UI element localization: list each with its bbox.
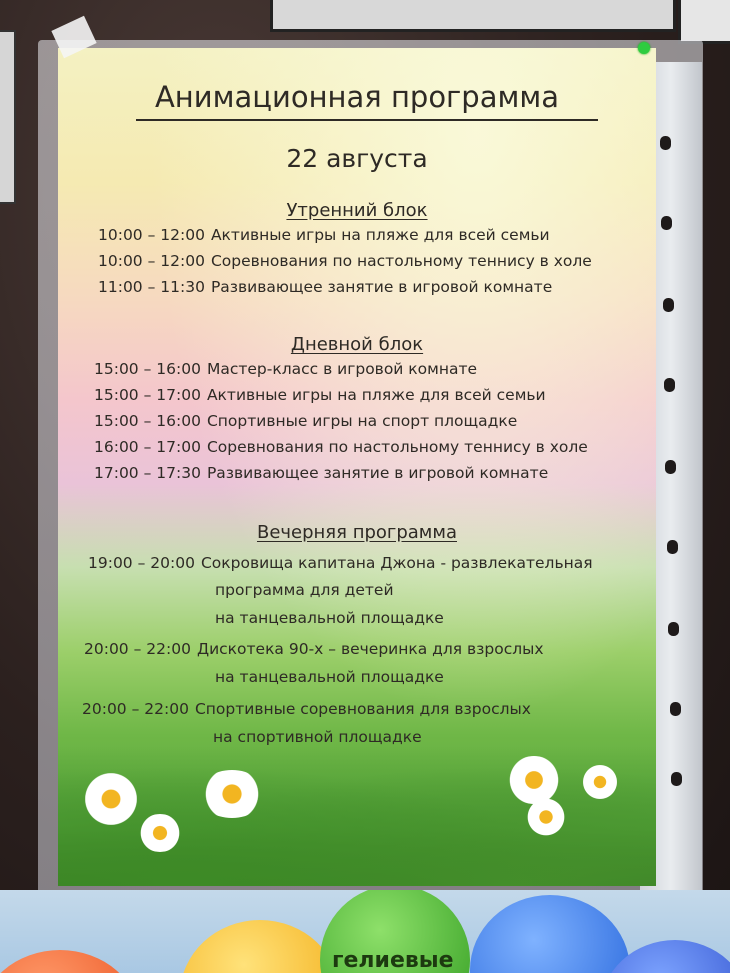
- row-text: Мастер-класс в игровой комнате: [206, 360, 478, 378]
- daisy-flower: [198, 770, 266, 818]
- row-text: Спортивные соревнования для взрослых: [194, 700, 531, 718]
- punch-hole: [665, 460, 676, 474]
- punch-hole: [664, 378, 675, 392]
- row-continuation: программа для детей: [215, 581, 394, 599]
- row-continuation: на спортивной площадке: [213, 728, 422, 746]
- schedule-row: [94, 360, 477, 378]
- schedule-row: [98, 252, 592, 270]
- row-continuation: на танцевальной площадке: [215, 609, 444, 627]
- section-title-day: Дневной блок: [290, 334, 424, 355]
- title-underline: [136, 119, 598, 121]
- top-card: [270, 0, 676, 32]
- punch-hole: [660, 136, 671, 150]
- daisy-flower: [504, 756, 564, 804]
- schedule-row: [88, 554, 593, 572]
- schedule-row: [82, 700, 531, 718]
- row-text: Соревнования по настольному теннису в холе: [206, 438, 588, 456]
- schedule-row: [94, 464, 548, 482]
- row-time: 19:00 – 20:00: [88, 554, 195, 572]
- row-continuation: на танцевальной площадке: [215, 668, 444, 686]
- schedule-poster: [58, 48, 656, 886]
- punch-hole: [661, 216, 672, 230]
- balloon-label: гелиевые: [332, 948, 454, 973]
- left-card: [0, 30, 16, 204]
- row-time: 17:00 – 17:30: [94, 464, 201, 482]
- punch-hole: [663, 298, 674, 312]
- row-time: 10:00 – 12:00: [98, 226, 205, 244]
- row-time: 16:00 – 17:00: [94, 438, 201, 456]
- schedule-row: [94, 412, 517, 430]
- top-card-right: [678, 0, 730, 44]
- daisy-flower: [580, 764, 620, 800]
- section-title-evening: Вечерняя программа: [256, 522, 457, 543]
- row-time: 11:00 – 11:30: [98, 278, 205, 296]
- row-time: 15:00 – 16:00: [94, 412, 201, 430]
- poster-title: Анимационная программа: [154, 80, 560, 114]
- row-time: 15:00 – 17:00: [94, 386, 201, 404]
- row-text: Активные игры на пляже для всей семьи: [210, 226, 550, 244]
- row-text: Спортивные игры на спорт площадке: [206, 412, 518, 430]
- daisy-flower: [136, 814, 184, 852]
- schedule-row: [84, 640, 544, 658]
- balloon: [180, 920, 340, 973]
- punch-hole: [667, 540, 678, 554]
- row-time: 15:00 – 16:00: [94, 360, 201, 378]
- punch-hole: [671, 772, 682, 786]
- punch-hole: [668, 622, 679, 636]
- schedule-row: [94, 438, 588, 456]
- row-time: 10:00 – 12:00: [98, 252, 205, 270]
- row-text: Развивающее занятие в игровой комнате: [210, 278, 553, 296]
- row-text: Активные игры на пляже для всей семьи: [206, 386, 546, 404]
- row-text: Сокровища капитана Джона - развлекательная: [200, 554, 593, 572]
- daisy-flower: [82, 770, 140, 828]
- row-text: Соревнования по настольному теннису в холе: [210, 252, 592, 270]
- row-time: 20:00 – 22:00: [82, 700, 189, 718]
- row-text: Дискотека 90-х – вечеринка для взрослых: [196, 640, 544, 658]
- schedule-row: [98, 226, 550, 244]
- row-time: 20:00 – 22:00: [84, 640, 191, 658]
- schedule-row: [94, 386, 546, 404]
- schedule-row: [98, 278, 552, 296]
- punch-hole: [670, 702, 681, 716]
- push-pin: [638, 42, 650, 54]
- row-text: Развивающее занятие в игровой комнате: [206, 464, 549, 482]
- poster-date: 22 августа: [286, 144, 428, 173]
- balloon: [0, 950, 140, 973]
- section-title-morning: Утренний блок: [286, 200, 428, 221]
- balloon: [470, 895, 630, 973]
- daisy-flower: [524, 798, 568, 836]
